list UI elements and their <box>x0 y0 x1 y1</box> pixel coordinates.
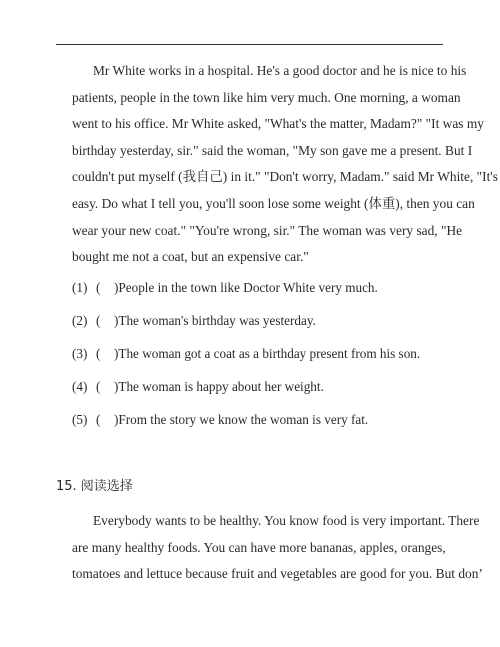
answer-blank-open[interactable]: ( <box>96 346 101 361</box>
question-number: (4) <box>72 379 88 394</box>
question-text: People in the town like Doctor White very much. <box>118 280 378 295</box>
answer-blank-close: ) <box>114 280 119 295</box>
question-number: (2) <box>72 313 88 328</box>
question-number: (3) <box>72 346 88 361</box>
passage-line: Everybody wants to be healthy. You know food is very important. There <box>93 513 480 528</box>
answer-blank-close: ) <box>114 346 119 361</box>
question-text: From the story we know the woman is very fat. <box>118 412 369 427</box>
question-number: (5) <box>72 412 88 427</box>
question-text: The woman is happy about her weight. <box>118 379 324 394</box>
section-heading: 15. 阅读选择 <box>56 479 133 494</box>
question-3 <box>72 345 420 363</box>
passage-line: patients, people in the town like him very much. One morning, a woman <box>72 89 461 105</box>
answer-blank-open[interactable]: ( <box>96 412 101 427</box>
top-divider <box>56 44 443 45</box>
passage-line: easy. Do what I tell you, you'll soon lose some weight (体重), then you can <box>72 195 475 211</box>
question-2 <box>72 312 316 330</box>
answer-blank-close: ) <box>114 412 119 427</box>
question-1 <box>72 279 378 297</box>
passage-line: Mr White works in a hospital. He's a good doctor and he is nice to his <box>93 63 467 78</box>
answer-blank-open[interactable]: ( <box>96 379 101 394</box>
question-number: (1) <box>72 280 88 295</box>
question-4 <box>72 378 324 396</box>
answer-blank-open[interactable]: ( <box>96 280 101 295</box>
answer-blank-close: ) <box>114 313 119 328</box>
passage-line: birthday yesterday, sir." said the woman, "My son gave me a present. But I <box>72 142 473 158</box>
passage-line: wear your new coat." "You're wrong, sir." The woman was very sad, "He <box>72 222 463 238</box>
question-text: The woman got a coat as a birthday present from his son. <box>118 346 421 361</box>
passage-line: couldn't put myself (我自己) in it." "Don't worry, Madam." said Mr White, "It's <box>72 169 498 185</box>
answer-blank-close: ) <box>114 379 119 394</box>
answer-blank-open[interactable]: ( <box>96 313 101 328</box>
passage-line: are many healthy foods. You can have more bananas, apples, oranges, <box>72 539 446 555</box>
passage-line: bought me not a coat, but an expensive car." <box>72 249 309 265</box>
reading-passage-2 <box>72 508 483 588</box>
reading-passage-1 <box>72 58 498 271</box>
question-5 <box>72 411 368 429</box>
question-text: The woman's birthday was yesterday. <box>118 313 316 328</box>
passage-line: tomatoes and lettuce because fruit and vegetables are good for you. But don’ <box>72 566 483 582</box>
passage-line: went to his office. Mr White asked, "What's the matter, Madam?" "It was my <box>72 116 484 132</box>
